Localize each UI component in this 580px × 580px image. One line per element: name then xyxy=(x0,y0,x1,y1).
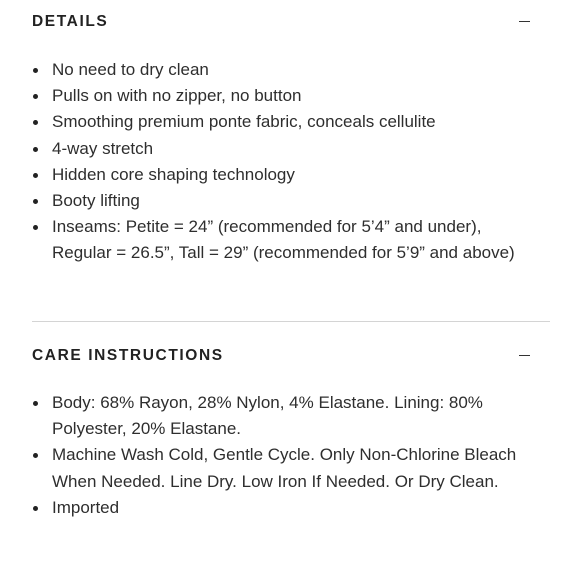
care-list xyxy=(32,390,522,521)
list-item-text: 4-way stretch xyxy=(52,138,154,158)
bullet-icon xyxy=(33,94,38,99)
care-header[interactable] xyxy=(32,344,550,368)
details-title: DETAILS xyxy=(32,13,109,30)
list-item xyxy=(32,162,522,188)
care-title: CARE INSTRUCTIONS xyxy=(32,347,224,364)
list-item xyxy=(32,57,522,83)
list-item xyxy=(32,83,522,109)
list-item-text: No need to dry clean xyxy=(52,60,209,79)
care-section xyxy=(32,344,550,517)
list-item xyxy=(32,136,522,162)
list-item xyxy=(32,109,522,135)
bullet-icon xyxy=(33,506,38,511)
list-item-text: Inseams: Petite = 24” (recommended for 5’4” and under), Regular = 26.5”, Tall = 29” (recommended for 5’9” and above) xyxy=(52,217,515,263)
details-list xyxy=(32,57,522,267)
list-item xyxy=(32,442,522,494)
bullet-icon xyxy=(33,401,38,406)
minus-icon[interactable] xyxy=(519,21,530,22)
list-item-text: Pulls on with no zipper, no button xyxy=(52,86,302,106)
bullet-icon xyxy=(33,199,38,204)
list-item-text: Body: 68% Rayon, 28% Nylon, 4% Elastane. Lining: 80% Polyester, 20% Elastane. xyxy=(52,393,483,439)
bullet-icon xyxy=(33,453,38,458)
list-item xyxy=(32,188,522,214)
list-item xyxy=(32,495,522,521)
bullet-icon xyxy=(33,120,38,125)
list-item-text: Machine Wash Cold, Gentle Cycle. Only Non-Chlorine Bleach When Needed. Line Dry. Low Iron If Needed. Or Dry Clean. xyxy=(52,445,517,491)
list-item-text: Hidden core shaping technology xyxy=(52,164,295,184)
section-divider xyxy=(32,321,550,322)
bullet-icon xyxy=(33,225,38,230)
bullet-icon xyxy=(33,147,38,152)
list-item-text: Imported xyxy=(52,497,120,517)
list-item xyxy=(32,390,522,442)
list-item xyxy=(32,214,522,266)
list-item-text: Booty lifting xyxy=(52,191,140,211)
details-header[interactable] xyxy=(32,10,550,34)
bullet-icon xyxy=(33,173,38,178)
minus-icon[interactable] xyxy=(519,355,530,356)
details-section xyxy=(32,10,550,263)
list-item-text: Smoothing premium ponte fabric, conceals cellulite xyxy=(52,112,436,132)
bullet-icon xyxy=(33,68,38,73)
